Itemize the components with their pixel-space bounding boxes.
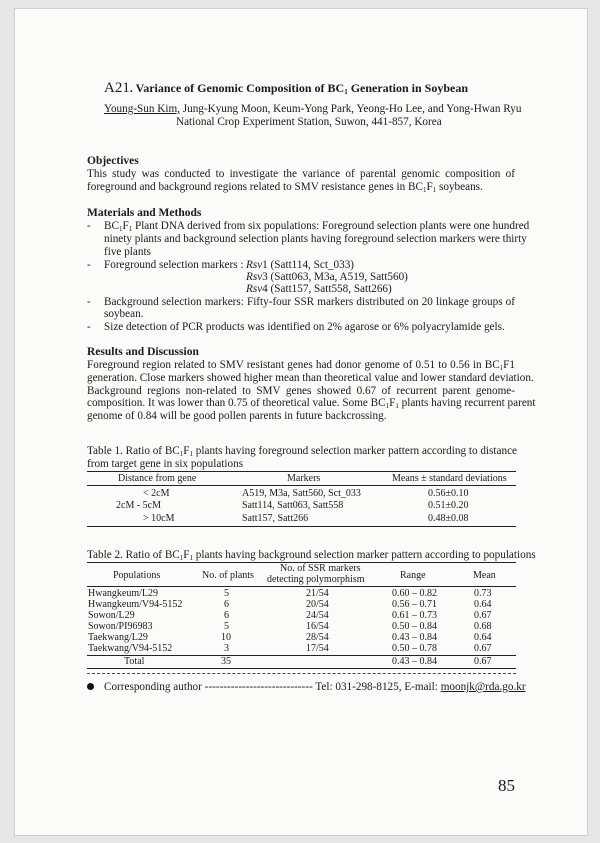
table2-row-6-mean: 0.67 (474, 643, 492, 654)
table2-row-3-mean: 0.67 (474, 610, 492, 621)
table1-top-rule (87, 471, 516, 472)
table2-row-6-plants: 3 (224, 643, 229, 654)
table2-row-1-ssr: 21/54 (306, 588, 329, 599)
table1-row-3-distance: > 10cM (143, 513, 175, 524)
objectives-line-2: foreground and background regions related to SMV resistance genes in $BC_1F_1$ soybeans. (87, 181, 483, 194)
document-page (14, 8, 588, 836)
table1-header-rule (87, 485, 516, 486)
table1-row-2-distance: 2cM - 5cM (116, 500, 161, 511)
abstract-code: A21 (104, 80, 130, 96)
table1-row-1-means: 0.56±0.10 (428, 488, 469, 499)
background-markers-line-1: Background selection markers: Fifty-four SSR markers distributed on 20 linkage groups of (104, 296, 515, 308)
table2-row-1-population: Hwangkeum/L29 (88, 588, 158, 599)
table2-header-range: Range (400, 570, 426, 581)
table2-header-populations: Populations (113, 570, 161, 581)
table2-row-6-population: Taekwang/V94-5152 (88, 643, 173, 654)
objectives-line-1: This study was conducted to investigate the variance of parental genomic composition of (87, 168, 515, 180)
marker-rsv1: Rsv1 (Satt114, Sct_033) (246, 259, 355, 271)
table2-row-5-mean: 0.64 (474, 632, 492, 643)
results-heading: Results and Discussion (87, 346, 199, 358)
table2-total-rule (87, 655, 516, 656)
table2-row-3-range: 0.61 – 0.73 (392, 610, 437, 621)
table2-row-4-mean: 0.68 (474, 621, 492, 632)
table2-bottom-rule (87, 668, 516, 669)
bullet-icon (87, 683, 94, 690)
pcr-size-detection: Size detection of PCR products was identified on 2% agarose or 6% polyacrylamide gels. (104, 321, 505, 333)
first-author: Young-Sun Kim, (104, 103, 180, 115)
list-bullet: - (87, 321, 91, 333)
marker-rsv3: Rsv3 (Satt063, M3a, A519, Satt560) (246, 271, 408, 283)
table1-row-1-distance: < 2cM (143, 488, 170, 499)
page-number: 85 (498, 776, 515, 795)
table2-total-mean: 0.67 (474, 656, 492, 667)
table2-row-5-ssr: 28/54 (306, 632, 329, 643)
table2-row-1-mean: 0.73 (474, 588, 492, 599)
list-bullet: - (87, 296, 91, 308)
table1-bottom-rule (87, 526, 516, 527)
table1-row-3-markers: Satt157, Satt266 (242, 513, 309, 524)
table1-row-2-markers: Satt114, Satt063, Satt558 (242, 500, 344, 511)
table2-row-2-range: 0.56 – 0.71 (392, 599, 437, 610)
table2-row-4-range: 0.50 – 0.84 (392, 621, 437, 632)
background-markers-line-2: soybean. (104, 308, 144, 320)
materials-heading: Materials and Methods (87, 207, 202, 219)
list-bullet: - (87, 259, 91, 271)
footer-dashed-rule (87, 673, 516, 674)
foreground-markers-label: Foreground selection markers : (104, 259, 244, 271)
table2-row-4-plants: 5 (224, 621, 229, 632)
table2-header-ssr-bottom: detecting polymorphism (267, 574, 365, 585)
results-line-3: Background regions non-related to SMV genes showed 0.67 of recurrent parent genome- (87, 385, 515, 397)
table2-row-2-plants: 6 (224, 599, 229, 610)
table1-row-2-means: 0.51±0.20 (428, 500, 469, 511)
results-line-5: genome of 0.84 will be good pollen parents in future backcrossing. (87, 410, 387, 422)
corresponding-author: Corresponding author ----------------------------- Tel: 031-298-8125, E-mail: moonjk@rda.go.kr (104, 681, 526, 693)
results-line-1: Foreground region related to SMV resistant genes had donor genome of 0.51 to 0.56 in $BC_1F1$ (87, 359, 515, 372)
table2-row-4-population: Sowon/PI96983 (88, 621, 153, 632)
results-line-4: composition. It was lower than 0.75 of theoretical value. Some $BC_1F_1$ plants having recurrent parent (87, 397, 536, 410)
table2-header-ssr-top: No. of SSR markers (280, 563, 361, 574)
table2-caption: Table 2. Ratio of $BC_1F_1$ plants having background selection marker pattern according to populations (87, 549, 536, 562)
table2-row-5-population: Taekwang/L29 (88, 632, 148, 643)
list-bullet: - (87, 220, 91, 232)
table2-total-label: Total (124, 656, 145, 667)
table1-caption: Table 1. Ratio of $BC_1F_1$ plants having foreground selection marker pattern according to distance (87, 445, 517, 458)
table2-header-mean: Mean (473, 570, 496, 581)
table2-row-6-range: 0.50 – 0.78 (392, 643, 437, 654)
table2-total-range: 0.43 – 0.84 (392, 656, 437, 667)
table1-row-3-means: 0.48±0.08 (428, 513, 469, 524)
objectives-heading: Objectives (87, 155, 139, 167)
table2-row-3-plants: 6 (224, 610, 229, 621)
table1-header-distance: Distance from gene (118, 473, 197, 484)
table2-row-3-population: Sowon/L29 (88, 610, 135, 621)
table1-row-1-markers: A519, M3a, Satt560, Sct_033 (242, 488, 361, 499)
paper-title: A21. Variance of Genomic Composition of $BC_1$ Generation in Soybean (104, 80, 469, 96)
table1-caption-line-2: from target gene in six populations (87, 458, 244, 470)
materials-item-1-line-1: $BC_1F_1$ Plant DNA derived from six populations: Foreground selection plants were one hundred (104, 220, 530, 233)
table2-total-plants: 35 (221, 656, 231, 667)
table1-header-markers: Markers (287, 473, 321, 484)
table2-header-rule (87, 586, 516, 587)
table2-row-2-population: Hwangkeum/V94-5152 (88, 599, 183, 610)
table2-row-3-ssr: 24/54 (306, 610, 329, 621)
table2-row-1-plants: 5 (224, 588, 229, 599)
materials-item-1-line-2: ninety plants and background selection plants having foreground selection markers were thirty (104, 233, 527, 245)
table2-row-4-ssr: 16/54 (306, 621, 329, 632)
author-list: Young-Sun Kim, Jung-Kyung Moon, Keum-Yong Park, Yeong-Ho Lee, and Yong-Hwan Ryu (104, 103, 522, 115)
table2-row-5-range: 0.43 – 0.84 (392, 632, 437, 643)
affiliation: National Crop Experiment Station, Suwon, 441-857, Korea (176, 116, 442, 128)
table2-row-2-mean: 0.64 (474, 599, 492, 610)
materials-item-1-line-3: five plants (104, 246, 151, 258)
results-line-2: generation. Close markers showed higher mean than theoretical value and lower standard deviation. (87, 372, 534, 384)
email-link[interactable]: moonjk@rda.go.kr (440, 681, 526, 693)
table2-row-2-ssr: 20/54 (306, 599, 329, 610)
marker-rsv4: Rsv4 (Satt157, Satt558, Satt266) (246, 283, 392, 295)
table2-row-6-ssr: 17/54 (306, 643, 329, 654)
table2-row-5-plants: 10 (221, 632, 231, 643)
table2-row-1-range: 0.60 – 0.82 (392, 588, 437, 599)
table1-header-means: Means ± standard deviations (392, 473, 507, 484)
table2-header-plants: No. of plants (202, 570, 254, 581)
